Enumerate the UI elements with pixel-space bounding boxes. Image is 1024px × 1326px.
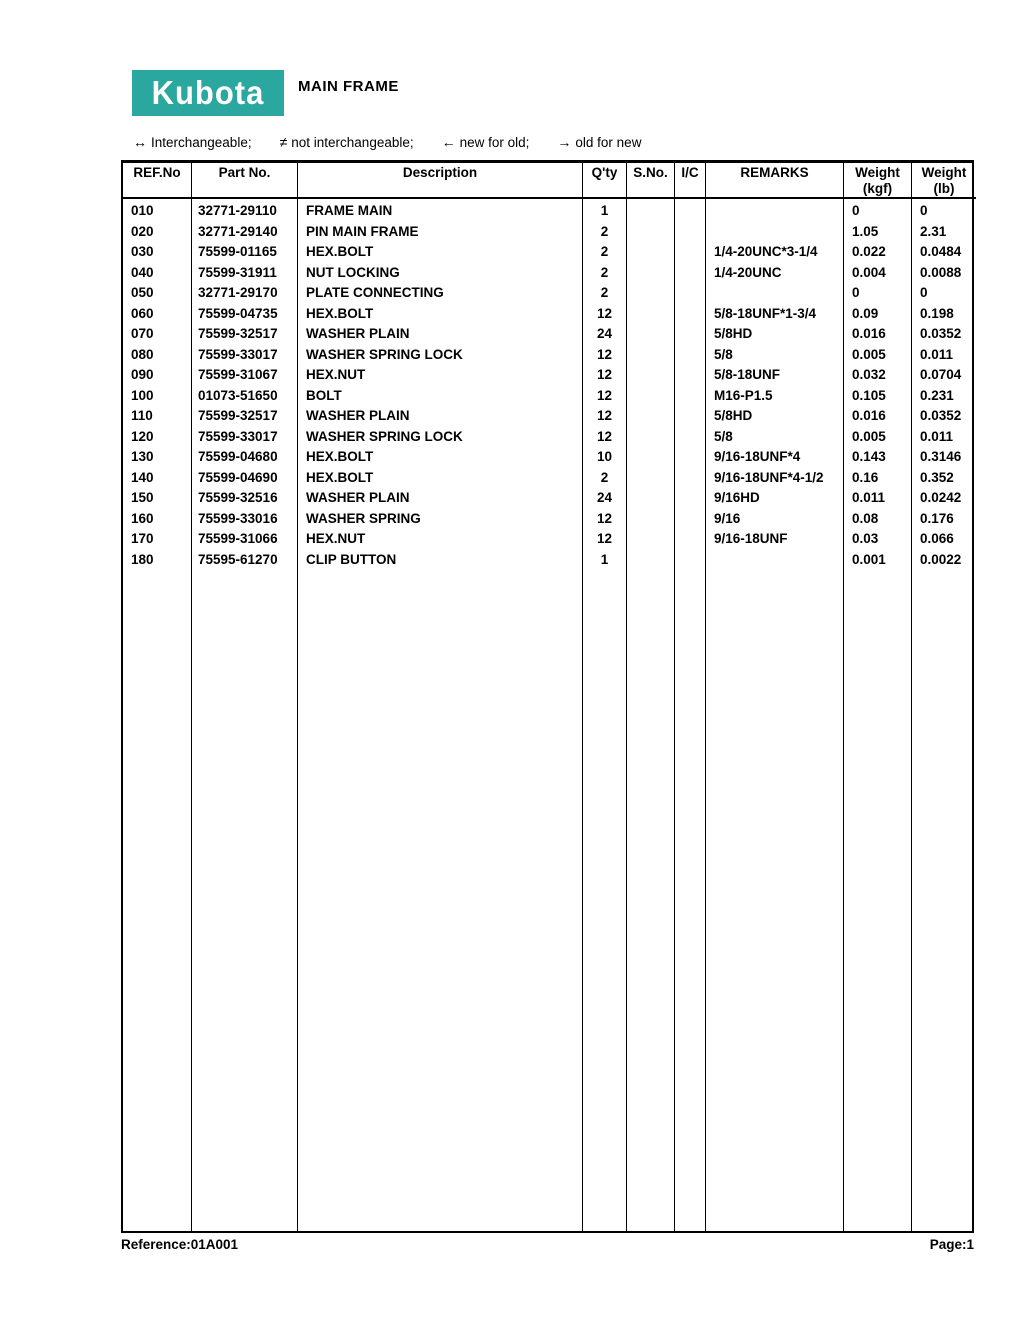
cell-qty: 12 — [596, 408, 613, 423]
cell-part: 75595-61270 — [198, 551, 278, 567]
cell-ic — [675, 283, 705, 304]
cell-part: 75599-01165 — [198, 244, 277, 259]
cell-kgf: 0.143 — [852, 449, 886, 464]
cell-qty: 1 — [600, 203, 609, 218]
column-body-lb — [912, 199, 976, 1231]
page-title: MAIN FRAME — [298, 78, 399, 95]
cell-qty: 2 — [600, 469, 609, 485]
cell-ref: 120 — [131, 428, 154, 444]
column-body-qty — [583, 199, 626, 1231]
column-body-remarks — [706, 199, 843, 1231]
cell-kgf: 0 — [852, 203, 860, 218]
column-header-ic — [675, 163, 705, 199]
cell-sno — [627, 222, 674, 243]
parts-table — [121, 160, 974, 1233]
cell-ic — [675, 386, 705, 407]
cell-kgf: 0.005 — [852, 428, 886, 444]
column-ref — [123, 163, 192, 1231]
column-remarks — [706, 163, 844, 1231]
cell-lb: 2.31 — [920, 223, 947, 239]
cell-sno — [627, 509, 674, 530]
cell-qty: 2 — [600, 244, 609, 259]
column-header-label: REF.No — [133, 165, 181, 180]
cell-remarks — [706, 222, 843, 243]
cell-desc: WASHER SPRING LOCK — [306, 428, 463, 444]
column-header-sublabel: (kgf) — [862, 181, 893, 196]
legend-arrow-icon: ← — [441, 134, 456, 150]
cell-part: 75599-33017 — [198, 346, 278, 362]
cell-ic — [675, 488, 705, 509]
cell-remarks: 9/16 — [714, 510, 741, 526]
cell-qty: 2 — [600, 223, 609, 239]
cell-remarks: 5/8-18UNF*1-3/4 — [714, 305, 817, 321]
cell-part: 75599-31911 — [198, 264, 277, 280]
cell-desc: WASHER SPRING LOCK — [306, 346, 463, 362]
legend-item — [442, 134, 530, 150]
cell-remarks: 9/16-18UNF*4-1/2 — [714, 469, 824, 485]
cell-ic — [675, 365, 705, 386]
cell-lb: 0.3146 — [920, 449, 962, 464]
cell-desc: HEX.BOLT — [306, 305, 374, 321]
cell-remarks — [706, 283, 843, 304]
cell-qty: 24 — [596, 326, 613, 341]
cell-desc: PIN MAIN FRAME — [306, 223, 419, 239]
cell-part: 75599-04680 — [198, 449, 278, 464]
legend-label: old for new — [575, 135, 642, 150]
cell-ref: 080 — [131, 346, 154, 362]
cell-desc: NUT LOCKING — [306, 264, 400, 280]
cell-ic — [675, 222, 705, 243]
cell-qty: 12 — [596, 305, 613, 321]
cell-desc: BOLT — [306, 387, 342, 403]
column-body-sno — [627, 199, 674, 1231]
cell-ic — [675, 427, 705, 448]
cell-remarks: 9/16-18UNF — [714, 531, 788, 546]
cell-remarks: 5/8 — [714, 428, 733, 444]
reference-number: Reference:01A001 — [121, 1237, 239, 1252]
cell-qty: 2 — [600, 264, 609, 280]
column-header-ref — [123, 163, 191, 199]
cell-ic — [675, 324, 705, 345]
cell-sno — [627, 386, 674, 407]
cell-sno — [627, 283, 674, 304]
cell-kgf: 0.16 — [852, 469, 879, 485]
cell-sno — [627, 529, 674, 550]
column-desc — [298, 163, 583, 1231]
column-body-desc — [298, 199, 582, 1231]
cell-part: 75599-32516 — [198, 490, 278, 505]
cell-lb: 0.0484 — [920, 244, 962, 259]
cell-sno — [627, 304, 674, 325]
legend-item — [557, 134, 641, 150]
cell-sno — [627, 488, 674, 509]
cell-part: 32771-29140 — [198, 223, 278, 239]
column-part — [192, 163, 298, 1231]
cell-ref: 060 — [131, 305, 154, 321]
cell-qty: 10 — [596, 449, 613, 464]
cell-desc: HEX.NUT — [306, 531, 366, 546]
cell-desc: WASHER SPRING — [306, 510, 421, 526]
cell-remarks: 5/8HD — [714, 408, 753, 423]
column-header-desc — [298, 163, 582, 199]
legend-arrow-icon: ↔ — [133, 134, 147, 150]
column-header-sublabel: (lb) — [933, 181, 955, 196]
cell-lb: 0.198 — [920, 305, 954, 321]
cell-part: 75599-31066 — [198, 531, 278, 546]
cell-desc: CLIP BUTTON — [306, 551, 397, 567]
cell-lb: 0.352 — [920, 469, 954, 485]
cell-sno — [627, 468, 674, 489]
cell-qty: 2 — [600, 285, 609, 300]
cell-remarks: M16-P1.5 — [714, 387, 773, 403]
cell-ref: 050 — [131, 285, 154, 300]
cell-ref: 170 — [131, 531, 154, 546]
column-header-label: Part No. — [218, 165, 271, 180]
cell-kgf: 0.022 — [852, 244, 886, 259]
cell-remarks: 9/16-18UNF*4 — [714, 449, 801, 464]
legend-label: new for old; — [459, 135, 530, 150]
column-ic — [675, 163, 706, 1231]
cell-remarks: 5/8 — [714, 346, 733, 362]
column-body-ref — [123, 199, 191, 1231]
cell-part: 75599-31067 — [198, 367, 278, 382]
cell-qty: 12 — [596, 510, 613, 526]
cell-remarks — [706, 550, 843, 571]
column-header-label: Q'ty — [591, 165, 618, 180]
cell-remarks — [706, 201, 843, 222]
cell-part: 32771-29110 — [198, 203, 277, 218]
column-header-label: Weight — [855, 165, 900, 180]
cell-kgf: 0.08 — [852, 510, 879, 526]
cell-part: 01073-51650 — [198, 387, 278, 403]
column-header-lb — [912, 163, 976, 199]
column-header-label: I/C — [681, 165, 699, 180]
cell-lb: 0.0088 — [920, 264, 962, 280]
page-footer — [121, 1237, 974, 1252]
cell-sno — [627, 550, 674, 571]
cell-kgf: 0.09 — [852, 305, 879, 321]
cell-ic — [675, 509, 705, 530]
column-lb — [912, 163, 976, 1231]
cell-ref: 090 — [131, 367, 154, 382]
cell-lb: 0.011 — [920, 346, 954, 362]
cell-ic — [675, 242, 705, 263]
cell-qty: 12 — [596, 428, 613, 444]
legend-arrow-icon: → — [557, 134, 572, 150]
cell-ref: 140 — [131, 469, 154, 485]
legend-item — [133, 134, 252, 150]
page-number: Page:1 — [929, 1237, 974, 1252]
cell-part: 32771-29170 — [198, 285, 278, 300]
cell-ref: 040 — [131, 264, 154, 280]
cell-ic — [675, 304, 705, 325]
column-sno — [627, 163, 675, 1231]
cell-qty: 24 — [596, 490, 613, 505]
column-qty — [583, 163, 627, 1231]
legend-label: Interchangeable; — [151, 135, 252, 150]
cell-qty: 12 — [596, 367, 613, 382]
cell-remarks: 1/4-20UNC*3-1/4 — [714, 244, 818, 259]
column-header-part — [192, 163, 297, 199]
cell-sno — [627, 201, 674, 222]
cell-lb: 0.176 — [920, 510, 954, 526]
cell-kgf: 0.105 — [852, 387, 886, 403]
column-body-part — [192, 199, 297, 1231]
cell-desc: HEX.BOLT — [306, 244, 374, 259]
cell-ic — [675, 447, 705, 468]
interchangeability-legend — [133, 134, 641, 150]
cell-kgf: 0.016 — [852, 326, 886, 341]
kubota-logo-text: Kubota — [151, 73, 265, 112]
cell-lb: 0.0352 — [920, 326, 962, 341]
cell-remarks: 5/8HD — [714, 326, 753, 341]
cell-part: 75599-33016 — [198, 510, 278, 526]
cell-remarks: 5/8-18UNF — [714, 367, 781, 382]
cell-ic — [675, 529, 705, 550]
cell-ref: 030 — [131, 244, 154, 259]
cell-ic — [675, 406, 705, 427]
cell-ic — [675, 201, 705, 222]
cell-lb: 0.231 — [920, 387, 954, 403]
cell-lb: 0 — [920, 203, 928, 218]
cell-sno — [627, 263, 674, 284]
cell-lb: 0.0704 — [920, 367, 962, 382]
cell-remarks: 9/16HD — [714, 490, 760, 505]
cell-kgf: 0 — [852, 285, 860, 300]
cell-ic — [675, 263, 705, 284]
column-body-ic — [675, 199, 705, 1231]
column-header-sno — [627, 163, 674, 199]
cell-ref: 070 — [131, 326, 154, 341]
cell-part: 75599-32517 — [198, 326, 278, 341]
column-header-label: Description — [402, 165, 478, 180]
cell-sno — [627, 242, 674, 263]
cell-desc: WASHER PLAIN — [306, 408, 410, 423]
cell-kgf: 0.005 — [852, 346, 886, 362]
cell-desc: HEX.BOLT — [306, 469, 374, 485]
cell-qty: 12 — [596, 387, 613, 403]
cell-ref: 010 — [131, 203, 154, 218]
cell-sno — [627, 406, 674, 427]
legend-label: not interchangeable; — [291, 135, 414, 150]
column-body-kgf — [844, 199, 911, 1231]
cell-desc: HEX.BOLT — [306, 449, 374, 464]
cell-desc: WASHER PLAIN — [306, 326, 410, 341]
cell-kgf: 1.05 — [852, 223, 879, 239]
cell-kgf: 0.011 — [852, 490, 886, 505]
cell-kgf: 0.032 — [852, 367, 886, 382]
cell-sno — [627, 427, 674, 448]
cell-ic — [675, 468, 705, 489]
cell-lb: 0.0242 — [920, 490, 962, 505]
cell-qty: 12 — [596, 531, 613, 546]
cell-part: 75599-32517 — [198, 408, 278, 423]
cell-sno — [627, 324, 674, 345]
cell-desc: PLATE CONNECTING — [306, 285, 444, 300]
cell-part: 75599-04690 — [198, 469, 278, 485]
legend-arrow-icon: ≠ — [279, 134, 288, 150]
cell-qty: 1 — [600, 551, 609, 567]
cell-ic — [675, 345, 705, 366]
cell-ref: 180 — [131, 551, 154, 567]
column-kgf — [844, 163, 912, 1231]
cell-lb: 0.011 — [920, 428, 954, 444]
cell-ref: 110 — [131, 408, 153, 423]
cell-remarks: 1/4-20UNC — [714, 264, 782, 280]
cell-ref: 160 — [131, 510, 154, 526]
cell-ref: 020 — [131, 223, 154, 239]
cell-desc: WASHER PLAIN — [306, 490, 410, 505]
cell-lb: 0 — [920, 285, 928, 300]
cell-desc: FRAME MAIN — [306, 203, 393, 218]
cell-ref: 100 — [131, 387, 154, 403]
cell-ic — [675, 550, 705, 571]
cell-sno — [627, 345, 674, 366]
cell-sno — [627, 365, 674, 386]
cell-lb: 0.066 — [920, 531, 954, 546]
cell-kgf: 0.03 — [852, 531, 879, 546]
cell-ref: 130 — [131, 449, 154, 464]
cell-kgf: 0.004 — [852, 264, 886, 280]
cell-lb: 0.0022 — [920, 551, 962, 567]
cell-part: 75599-33017 — [198, 428, 278, 444]
cell-lb: 0.0352 — [920, 408, 962, 423]
column-header-label: Weight — [921, 165, 967, 180]
cell-kgf: 0.001 — [852, 551, 886, 567]
column-header-kgf — [844, 163, 911, 199]
cell-ref: 150 — [131, 490, 154, 505]
legend-item — [280, 134, 414, 150]
cell-sno — [627, 447, 674, 468]
cell-qty: 12 — [596, 346, 613, 362]
cell-part: 75599-04735 — [198, 305, 278, 321]
kubota-logo — [132, 70, 284, 116]
cell-desc: HEX.NUT — [306, 367, 366, 382]
column-header-label: REMARKS — [740, 165, 809, 180]
column-header-label: S.No. — [633, 165, 668, 180]
column-header-qty — [583, 163, 626, 199]
cell-kgf: 0.016 — [852, 408, 886, 423]
column-header-remarks — [706, 163, 843, 199]
